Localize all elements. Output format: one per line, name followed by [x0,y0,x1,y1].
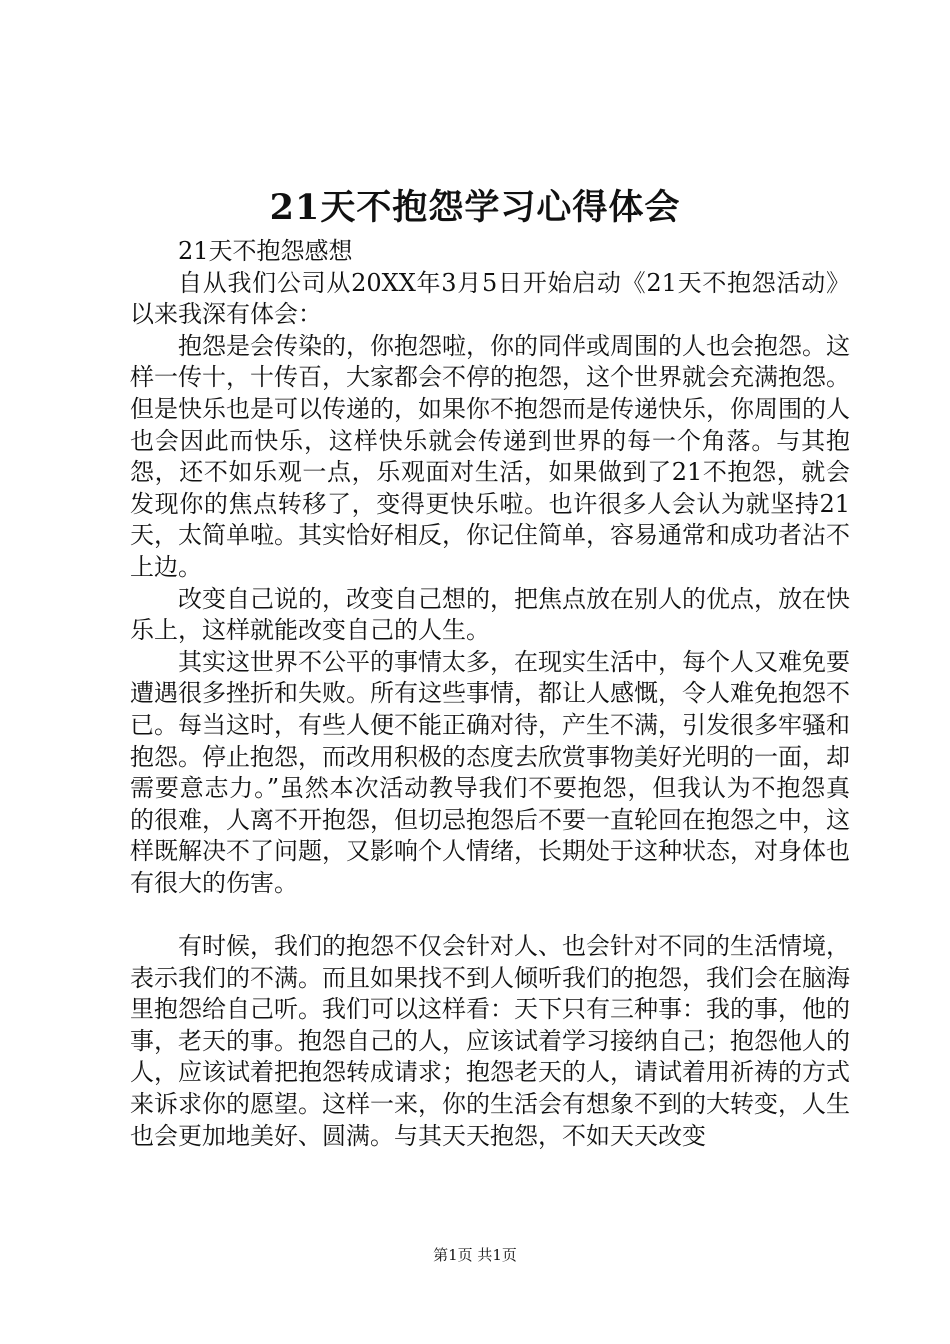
page-footer: 第1页 共1页 [433,1246,517,1264]
body-paragraph: 抱怨是会传染的，你抱怨啦，你的同伴或周围的人也会抱怨。这样一传十，十传百，大家都会不停的抱怨，这个世界就会充满抱怨。但是快乐也是可以传递的，如果你不抱怨而是传递快乐，你周围的人也会因此而快乐，这样快乐就会传递到世界的每一个角落。与其抱怨，还不如乐观一点，乐观面对生活，如果做到了21不抱怨，就会发现你的焦点转移了，变得更快乐啦。也许很多人会认为就坚持21天，太简单啦。其实恰好相反，你记住简单，容易通常和成功者沾不上边。 [130,331,850,581]
body-paragraph: 有时候，我们的抱怨不仅会针对人、也会针对不同的生活情境，表示我们的不满。而且如果找不到人倾听我们的抱怨，我们会在脑海里抱怨给自己听。我们可以这样看：天下只有三种事：我的事，他的事，老天的事。抱怨自己的人，应该试着学习接纳自己；抱怨他人的人，应该试着把抱怨转成请求；抱怨老天的人，请试着用祈祷的方式来诉求你的愿望。这样一来，你的生活会有想象不到的大转变，人生也会更加地美好、圆满。与其天天抱怨，不如天天改变 [130,932,850,1150]
document-body [130,236,850,1152]
body-paragraph: 自从我们公司从20XX年3月5日开始启动《21天不抱怨活动》以来我深有体会： [130,268,850,329]
document-title: 21天不抱怨学习心得体会 [269,187,681,228]
subtitle-paragraph: 21天不抱怨感想 [178,237,353,265]
blank-line [130,899,850,931]
body-paragraph: 改变自己说的，改变自己想的，把焦点放在别人的优点，放在快乐上，这样就能改变自己的人生。 [130,584,850,645]
body-paragraph: 其实这世界不公平的事情太多，在现实生活中，每个人又难免要遭遇很多挫折和失败。所有这些事情，都让人感慨，令人难免抱怨不已。每当这时，有些人便不能正确对待，产生不满，引发很多牢骚和抱怨。停止抱怨，而改用积极的态度去欣赏事物美好光明的一面，却需要意志力。”虽然本次活动教导我们不要抱怨，但我认为不抱怨真的很难，人离不开抱怨，但切忌抱怨后不要一直轮回在抱怨之中，这样既解决不了问题，又影响个人情绪，长期处于这种状态，对身体也有很大的伤害。 [130,647,850,897]
